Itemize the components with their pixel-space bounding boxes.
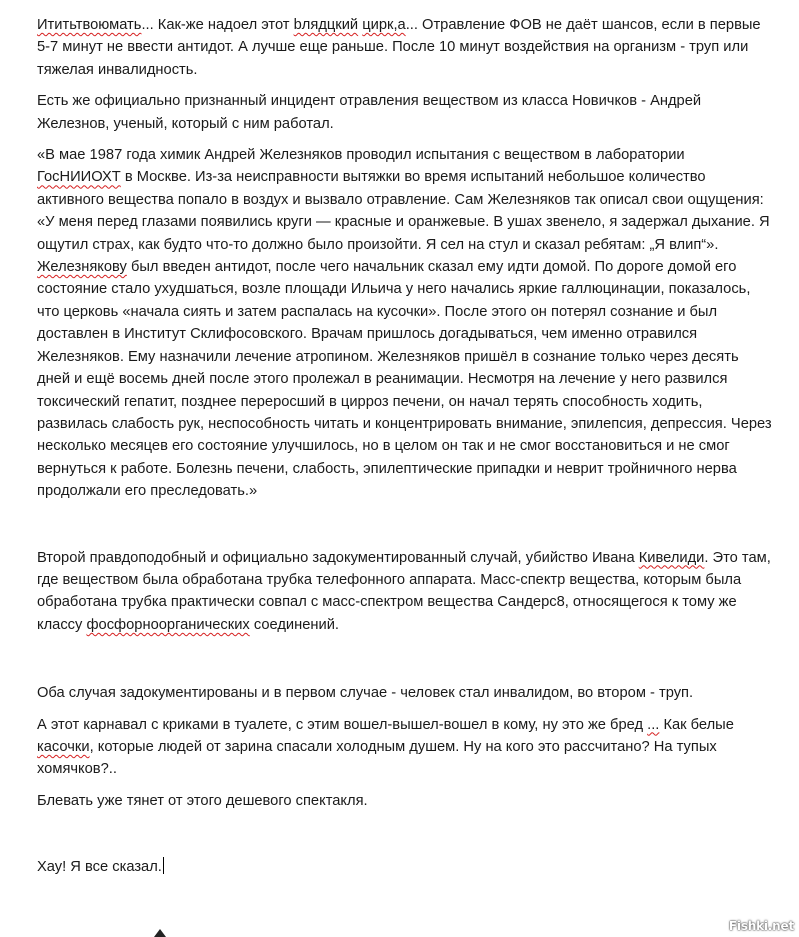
misspelled-word: Кивелиди xyxy=(638,549,705,566)
misspelled-word: bлядцкий xyxy=(293,17,359,33)
text-run: был введен антидот, после чего начальник сказал ему идти домой. По дороге домой его состояние стало ухудшаться, возле площади Ильича у него начались яркие галлюцинации, показалось, что церковь «начала сиять и затем распалась на кусочки». После этого он потерял сознание и был доставлен в Институт Склифосовского. Врачам пришлось догадываться, чем именно отравился Железняков. Ему назначили лечение атропином. Железняков пришёл в сознание только через десять дней и ещё восемь дней после этого пролежал в реанимации. Несмотря на лечение у него развился токсический гепатит, позднее переросший в цирроз печени, он начал терять способность ходить, развилась слабость рук, неспособность читать и концентрировать внимание, эпилепсия, депрессия. Через несколько месяцев его состояние улучшилось, но в целом он так и не смог восстановиться и не смог вернуться к работе. Болезнь печени, слабость, эпилептические припадки и неврит тройничного нерва продолжали его преследовать.» xyxy=(37,259,772,500)
text-run: «В мае 1987 года химик Андрей Железняков проводил испытания с веществом в лаборатории xyxy=(37,147,685,164)
paragraph-8 xyxy=(37,856,772,878)
text-run: . Это там, где веществом была обработана трубка телефонного аппарата. Масс-спектр вещества, которым была обработана трубка практически совпал с масс-спектром вещества Сандерс8, относящегося к тому же классу xyxy=(37,549,771,633)
misspelled-word: Ититьтвоюмать xyxy=(37,17,142,33)
mouse-pointer-icon xyxy=(154,929,166,937)
paragraph-6 xyxy=(37,714,772,781)
paragraph-1 xyxy=(37,14,772,81)
text-run: ... Отравление ФОВ не даёт шансов, если в первые 5-7 минут не ввести антидот. А лучше еще раньше. После 10 минут воздействия на организм - труп или тяжелая инвалидность. xyxy=(37,17,761,78)
paragraph-4 xyxy=(37,547,772,637)
final-line: Хау! Я все сказал. xyxy=(37,859,162,876)
misspelled-word: ГосНИИОХТ xyxy=(37,169,121,186)
paragraph-2: Есть же официально признанный инцидент отравления веществом из класса Новичков - Андрей Железнов, ученый, который с ним работал. xyxy=(37,93,702,132)
text-run: Как белые xyxy=(659,716,734,733)
misspelled-word: цирк,а xyxy=(362,17,406,33)
text-run: Второй правдоподобный и официально задокументированный случай, убийство Ивана xyxy=(37,549,639,566)
paragraph-7: Блевать уже тянет от этого дешевого спектакля. xyxy=(37,792,368,809)
misspelled-word: Железнякову xyxy=(37,259,127,276)
text-run: , которые людей от зарина спасали холодным душем. Ну на кого это рассчитано? На тупых хомячков?.. xyxy=(37,738,717,778)
misspelled-word: касочки xyxy=(37,738,90,755)
misspelled-word: фосфорноорганических xyxy=(86,616,250,633)
paragraph-3-quote xyxy=(37,144,772,503)
text-cursor xyxy=(163,857,164,874)
watermark-logo: Fishki.net xyxy=(728,919,794,933)
misspelled-word: ... xyxy=(647,716,660,733)
text-run: соединений. xyxy=(249,616,340,633)
text-run: ... Как-же надоел этот xyxy=(141,17,294,33)
document-body[interactable] xyxy=(37,14,772,888)
paragraph-5: Оба случая задокументированы и в первом случае - человек стал инвалидом, во втором - труп. xyxy=(37,685,694,702)
text-run: в Москве. Из-за неисправности вытяжки во время испытаний небольшое количество активного вещества попало в воздух и вызвало отравление. Сам Железняков так описал свои ощущения: «У меня перед глазами появились круги — красные и оранжевые. В ушах звенело, я задержал дыхание. Я ощутил страх, как будто что-то должно было произойти. Я сел на стул и сказал ребятам: „Я влип“». xyxy=(37,169,770,253)
text-run: А этот карнавал с криками в туалете, с этим вошел-вышел-вошел в кому, ну это же бред xyxy=(37,716,648,733)
